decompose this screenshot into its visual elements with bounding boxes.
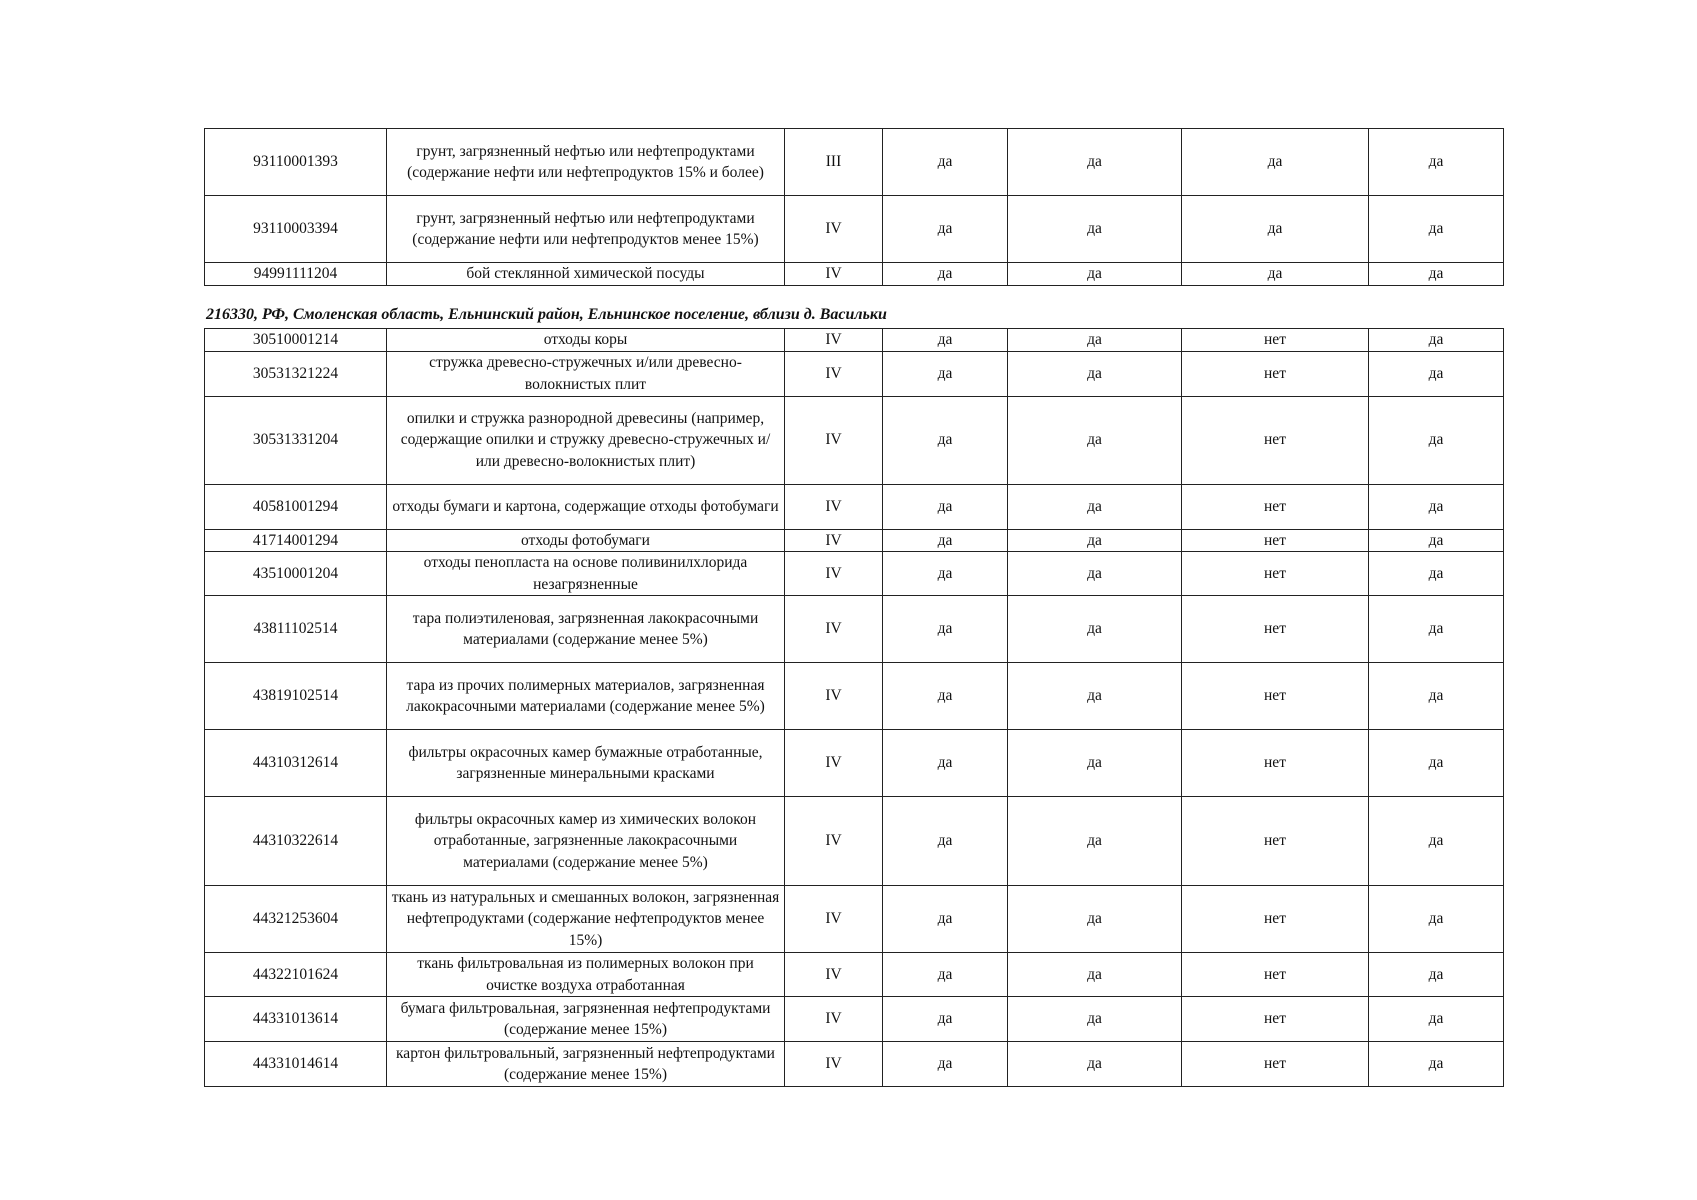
flag-cell-2: да: [1008, 596, 1182, 663]
waste-code-cell: 30531321224: [205, 351, 387, 396]
flag-cell-3: нет: [1182, 1042, 1369, 1087]
flag-cell-4: да: [1369, 953, 1504, 997]
flag-cell-2: да: [1008, 797, 1182, 886]
table-row: [205, 596, 1504, 663]
waste-name-cell: отходы бумаги и картона, содержащие отходы фотобумаги: [387, 484, 785, 529]
waste-table-1-body: [205, 129, 1504, 286]
hazard-class-cell: IV: [785, 351, 883, 396]
hazard-class-cell: IV: [785, 797, 883, 886]
flag-cell-2: да: [1008, 997, 1182, 1042]
table-row: [205, 484, 1504, 529]
flag-cell-3: нет: [1182, 529, 1369, 552]
waste-name-cell: стружка древесно-стружечных и/или древесно-волокнистых плит: [387, 351, 785, 396]
hazard-class-cell: IV: [785, 886, 883, 953]
flag-cell-1: да: [883, 730, 1008, 797]
flag-cell-1: да: [883, 886, 1008, 953]
flag-cell-2: да: [1008, 196, 1182, 263]
flag-cell-2: да: [1008, 529, 1182, 552]
flag-cell-2: да: [1008, 953, 1182, 997]
flag-cell-4: да: [1369, 484, 1504, 529]
waste-code-cell: 43811102514: [205, 596, 387, 663]
flag-cell-3: нет: [1182, 797, 1369, 886]
table-row: [205, 886, 1504, 953]
flag-cell-1: да: [883, 529, 1008, 552]
flag-cell-1: да: [883, 552, 1008, 596]
waste-code-cell: 30510001214: [205, 329, 387, 352]
waste-code-cell: 40581001294: [205, 484, 387, 529]
flag-cell-3: да: [1182, 129, 1369, 196]
flag-cell-2: да: [1008, 886, 1182, 953]
waste-name-cell: картон фильтровальный, загрязненный нефтепродуктами (содержание менее 15%): [387, 1042, 785, 1087]
waste-table-1: [204, 128, 1504, 286]
waste-name-cell: бумага фильтровальная, загрязненная нефтепродуктами (содержание менее 15%): [387, 997, 785, 1042]
flag-cell-2: да: [1008, 396, 1182, 484]
waste-name-cell: фильтры окрасочных камер из химических волокон отработанные, загрязненные лакокрасочными материалами (содержание менее 5%): [387, 797, 785, 886]
flag-cell-4: да: [1369, 129, 1504, 196]
table-row: [205, 351, 1504, 396]
flag-cell-2: да: [1008, 329, 1182, 352]
waste-name-cell: отходы коры: [387, 329, 785, 352]
table-row: [205, 196, 1504, 263]
waste-code-cell: 30531331204: [205, 396, 387, 484]
waste-table-2: [204, 328, 1504, 1087]
table-row: [205, 129, 1504, 196]
waste-code-cell: 43819102514: [205, 663, 387, 730]
table-row: [205, 797, 1504, 886]
flag-cell-4: да: [1369, 1042, 1504, 1087]
flag-cell-1: да: [883, 396, 1008, 484]
flag-cell-1: да: [883, 263, 1008, 286]
hazard-class-cell: IV: [785, 484, 883, 529]
table-row: [205, 529, 1504, 552]
table-row: [205, 329, 1504, 352]
flag-cell-3: нет: [1182, 953, 1369, 997]
waste-code-cell: 43510001204: [205, 552, 387, 596]
flag-cell-4: да: [1369, 797, 1504, 886]
flag-cell-4: да: [1369, 596, 1504, 663]
flag-cell-4: да: [1369, 886, 1504, 953]
waste-name-cell: грунт, загрязненный нефтью или нефтепродуктами (содержание нефти или нефтепродуктов менее 15%): [387, 196, 785, 263]
waste-code-cell: 93110003394: [205, 196, 387, 263]
flag-cell-4: да: [1369, 263, 1504, 286]
flag-cell-4: да: [1369, 396, 1504, 484]
waste-name-cell: тара полиэтиленовая, загрязненная лакокрасочными материалами (содержание менее 5%): [387, 596, 785, 663]
waste-code-cell: 44331013614: [205, 997, 387, 1042]
table-row: [205, 730, 1504, 797]
flag-cell-1: да: [883, 329, 1008, 352]
flag-cell-3: нет: [1182, 997, 1369, 1042]
waste-name-cell: грунт, загрязненный нефтью или нефтепродуктами (содержание нефти или нефтепродуктов 15% и более): [387, 129, 785, 196]
flag-cell-1: да: [883, 351, 1008, 396]
table-row: [205, 396, 1504, 484]
flag-cell-3: нет: [1182, 596, 1369, 663]
flag-cell-1: да: [883, 997, 1008, 1042]
flag-cell-3: нет: [1182, 351, 1369, 396]
waste-table-2-body: [205, 329, 1504, 1087]
flag-cell-4: да: [1369, 997, 1504, 1042]
waste-code-cell: 41714001294: [205, 529, 387, 552]
waste-code-cell: 44310312614: [205, 730, 387, 797]
hazard-class-cell: IV: [785, 663, 883, 730]
waste-name-cell: опилки и стружка разнородной древесины (например, содержащие опилки и стружку древесно-стружечных и/или древесно-волокнистых плит): [387, 396, 785, 484]
hazard-class-cell: III: [785, 129, 883, 196]
flag-cell-3: нет: [1182, 484, 1369, 529]
flag-cell-1: да: [883, 797, 1008, 886]
flag-cell-4: да: [1369, 196, 1504, 263]
flag-cell-1: да: [883, 1042, 1008, 1087]
flag-cell-1: да: [883, 484, 1008, 529]
waste-name-cell: бой стеклянной химической посуды: [387, 263, 785, 286]
waste-code-cell: 93110001393: [205, 129, 387, 196]
flag-cell-2: да: [1008, 1042, 1182, 1087]
hazard-class-cell: IV: [785, 396, 883, 484]
flag-cell-3: нет: [1182, 396, 1369, 484]
flag-cell-2: да: [1008, 663, 1182, 730]
hazard-class-cell: IV: [785, 730, 883, 797]
flag-cell-2: да: [1008, 263, 1182, 286]
flag-cell-2: да: [1008, 552, 1182, 596]
waste-name-cell: ткань из натуральных и смешанных волокон, загрязненная нефтепродуктами (содержание нефтепродуктов менее 15%): [387, 886, 785, 953]
flag-cell-1: да: [883, 129, 1008, 196]
hazard-class-cell: IV: [785, 329, 883, 352]
hazard-class-cell: IV: [785, 997, 883, 1042]
waste-name-cell: ткань фильтровальная из полимерных волокон при очистке воздуха отработанная: [387, 953, 785, 997]
waste-code-cell: 44310322614: [205, 797, 387, 886]
flag-cell-4: да: [1369, 529, 1504, 552]
hazard-class-cell: IV: [785, 552, 883, 596]
hazard-class-cell: IV: [785, 596, 883, 663]
flag-cell-2: да: [1008, 730, 1182, 797]
hazard-class-cell: IV: [785, 263, 883, 286]
waste-code-cell: 94991111204: [205, 263, 387, 286]
hazard-class-cell: IV: [785, 1042, 883, 1087]
flag-cell-3: да: [1182, 263, 1369, 286]
waste-name-cell: отходы фотобумаги: [387, 529, 785, 552]
flag-cell-1: да: [883, 596, 1008, 663]
flag-cell-3: нет: [1182, 552, 1369, 596]
flag-cell-4: да: [1369, 351, 1504, 396]
flag-cell-2: да: [1008, 129, 1182, 196]
flag-cell-1: да: [883, 953, 1008, 997]
section-heading: 216330, РФ, Смоленская область, Ельнинский район, Ельнинское поселение, вблизи д. Васильки: [206, 306, 887, 323]
table-row: [205, 663, 1504, 730]
table-row: [205, 552, 1504, 596]
table-row: [205, 1042, 1504, 1087]
flag-cell-3: нет: [1182, 663, 1369, 730]
flag-cell-3: нет: [1182, 886, 1369, 953]
hazard-class-cell: IV: [785, 529, 883, 552]
waste-code-cell: 44322101624: [205, 953, 387, 997]
flag-cell-4: да: [1369, 730, 1504, 797]
flag-cell-1: да: [883, 663, 1008, 730]
flag-cell-2: да: [1008, 484, 1182, 529]
waste-code-cell: 44321253604: [205, 886, 387, 953]
flag-cell-4: да: [1369, 552, 1504, 596]
waste-code-cell: 44331014614: [205, 1042, 387, 1087]
flag-cell-3: нет: [1182, 730, 1369, 797]
hazard-class-cell: IV: [785, 953, 883, 997]
flag-cell-3: да: [1182, 196, 1369, 263]
waste-name-cell: тара из прочих полимерных материалов, загрязненная лакокрасочными материалами (содержание менее 5%): [387, 663, 785, 730]
table-row: [205, 263, 1504, 286]
flag-cell-1: да: [883, 196, 1008, 263]
table-row: [205, 953, 1504, 997]
flag-cell-2: да: [1008, 351, 1182, 396]
waste-name-cell: фильтры окрасочных камер бумажные отработанные, загрязненные минеральными красками: [387, 730, 785, 797]
waste-name-cell: отходы пенопласта на основе поливинилхлорида незагрязненные: [387, 552, 785, 596]
flag-cell-4: да: [1369, 663, 1504, 730]
flag-cell-4: да: [1369, 329, 1504, 352]
flag-cell-3: нет: [1182, 329, 1369, 352]
table-row: [205, 997, 1504, 1042]
hazard-class-cell: IV: [785, 196, 883, 263]
